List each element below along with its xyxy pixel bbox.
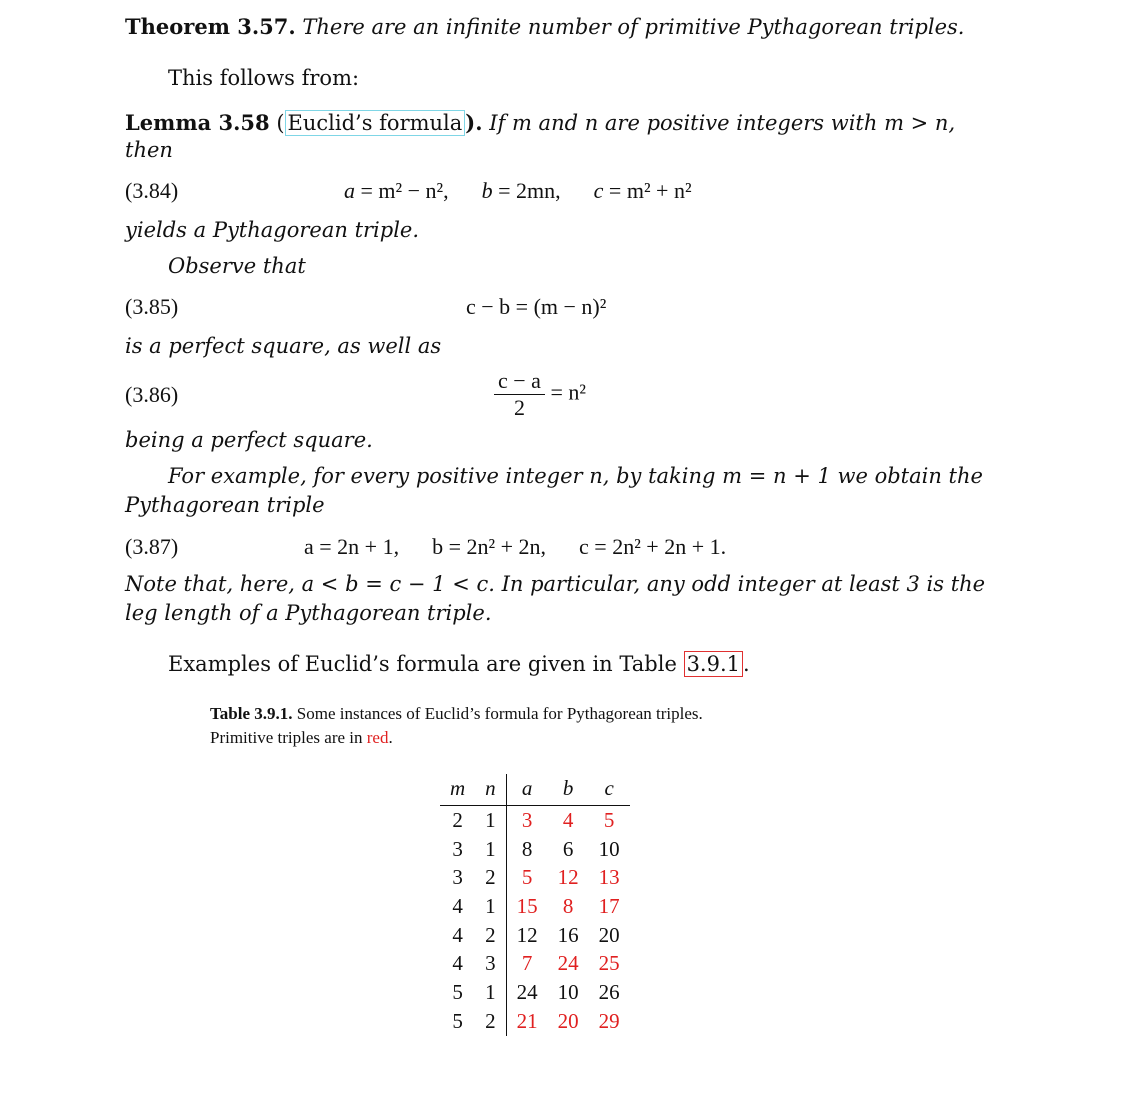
cell-c: 20	[598, 922, 620, 947]
table-row	[440, 978, 630, 1007]
equation-number-3-86: (3.86)	[125, 382, 179, 407]
cell-m: 4	[452, 951, 463, 976]
note-text: Note that, here, a < b = c − 1 < c. In particular, any odd integer at least 3 is the	[125, 572, 986, 596]
eq387-b: b = 2n² + 2n,	[432, 534, 547, 559]
triples-table	[440, 774, 630, 1036]
header-n: n	[475, 774, 506, 806]
equation-number-3-84: (3.84)	[125, 178, 179, 203]
cell-b: 10	[557, 979, 579, 1004]
eq384-b: b	[481, 178, 493, 203]
being-text: being a perfect square.	[125, 428, 373, 452]
eq387-a: a = 2n + 1,	[304, 534, 400, 559]
cell-n: 1	[485, 807, 496, 832]
note-text-cont: leg length of a Pythagorean triple.	[125, 601, 492, 625]
observe-text: Observe that	[168, 254, 306, 278]
cell-m: 4	[452, 922, 463, 947]
cell-a: 24	[506, 978, 548, 1007]
cell-m: 5	[452, 979, 463, 1004]
lemma-cite-open: (	[276, 111, 285, 135]
table-row	[440, 892, 630, 921]
lemma-cite-close: ).	[465, 110, 483, 135]
eq384-c: c	[593, 178, 604, 203]
cell-b: 8	[562, 893, 574, 918]
eq386-rhs: = n²	[550, 379, 586, 405]
lemma	[125, 110, 955, 135]
table-row	[440, 835, 630, 864]
lemma-citation-link[interactable]: Euclid’s formula	[285, 110, 466, 136]
equation-3-84	[344, 178, 692, 204]
eq384-b-rhs: = 2mn,	[498, 178, 561, 203]
example-text-cont: Pythagorean triple	[125, 493, 325, 517]
eq384-a: a	[344, 178, 355, 203]
cell-a: 15	[506, 892, 548, 921]
perfect-square-text: is a perfect square, as well as	[125, 334, 442, 358]
caption-red-word: red	[366, 728, 389, 747]
cell-b: 6	[562, 836, 574, 861]
caption-text: Some instances of Euclid’s formula for Pythagorean triples.	[296, 704, 703, 723]
header-c: c	[589, 774, 630, 806]
caption-label: Table 3.9.1.	[210, 704, 293, 723]
eq386-denominator: 2	[513, 395, 525, 420]
theorem	[125, 14, 964, 39]
cell-a: 8	[506, 835, 548, 864]
equation-3-87	[304, 534, 726, 560]
cell-c: 25	[598, 951, 620, 976]
follows-text: This follows from:	[168, 66, 360, 90]
table-row	[440, 863, 630, 892]
header-m: m	[440, 774, 475, 806]
cell-c: 26	[598, 979, 620, 1004]
cell-b: 12	[557, 865, 579, 890]
cell-n: 1	[485, 893, 496, 918]
cell-m: 2	[452, 807, 463, 832]
caption-text-2: Primitive triples are in	[210, 728, 363, 747]
cell-n: 3	[485, 951, 496, 976]
equation-number-3-85: (3.85)	[125, 294, 179, 319]
examples-period: .	[743, 652, 750, 676]
table-row	[440, 1007, 630, 1036]
cell-m: 4	[452, 893, 463, 918]
table-row	[440, 806, 630, 835]
equation-3-86	[494, 368, 586, 421]
examples-text	[168, 652, 750, 676]
cell-n: 2	[485, 922, 496, 947]
table-caption	[210, 702, 930, 750]
eq384-a-rhs: = m² − n²,	[360, 178, 449, 203]
cell-m: 5	[452, 1008, 463, 1033]
cell-c: 5	[603, 807, 615, 832]
theorem-label: Theorem 3.57.	[125, 14, 296, 39]
cell-b: 20	[557, 1008, 579, 1033]
equation-number-3-87: (3.87)	[125, 534, 179, 559]
eq387-c: c = 2n² + 2n + 1.	[579, 534, 727, 559]
lemma-statement: If m and n are positive integers with m > n,	[489, 111, 956, 135]
table-ref-link[interactable]: 3.9.1	[684, 651, 743, 677]
example-text: For example, for every positive integer n, by taking m = n + 1 we obtain the	[168, 464, 983, 488]
cell-n: 2	[485, 865, 496, 890]
eq386-fraction	[494, 368, 545, 421]
cell-a: 5	[506, 863, 548, 892]
cell-c: 10	[598, 836, 620, 861]
equation-3-85: c − b = (m − n)²	[466, 294, 607, 319]
yields-text: yields a Pythagorean triple.	[125, 218, 420, 242]
cell-m: 3	[452, 836, 463, 861]
cell-m: 3	[452, 865, 463, 890]
eq384-c-rhs: = m² + n²	[608, 178, 692, 203]
cell-c: 13	[598, 865, 620, 890]
header-b: b	[548, 774, 589, 806]
table-row	[440, 949, 630, 978]
cell-c: 17	[598, 893, 620, 918]
table-header-row	[440, 774, 630, 806]
cell-c: 29	[598, 1008, 620, 1033]
cell-n: 1	[485, 836, 496, 861]
table-row	[440, 921, 630, 950]
examples-sentence: Examples of Euclid’s formula are given in Table	[168, 652, 677, 676]
cell-b: 24	[557, 951, 579, 976]
cell-a: 3	[506, 806, 548, 835]
caption-end: .	[388, 728, 393, 747]
lemma-label: Lemma 3.58	[125, 110, 270, 135]
cell-b: 16	[557, 922, 579, 947]
header-a: a	[506, 774, 548, 806]
cell-a: 12	[506, 921, 548, 950]
cell-n: 2	[485, 1008, 496, 1033]
cell-n: 1	[485, 979, 496, 1004]
cell-b: 4	[562, 807, 574, 832]
eq386-numerator: c − a	[494, 368, 545, 395]
lemma-statement-cont: then	[125, 138, 173, 162]
cell-a: 7	[506, 949, 548, 978]
theorem-statement: There are an infinite number of primitive Pythagorean triples.	[302, 15, 965, 39]
cell-a: 21	[506, 1007, 548, 1036]
